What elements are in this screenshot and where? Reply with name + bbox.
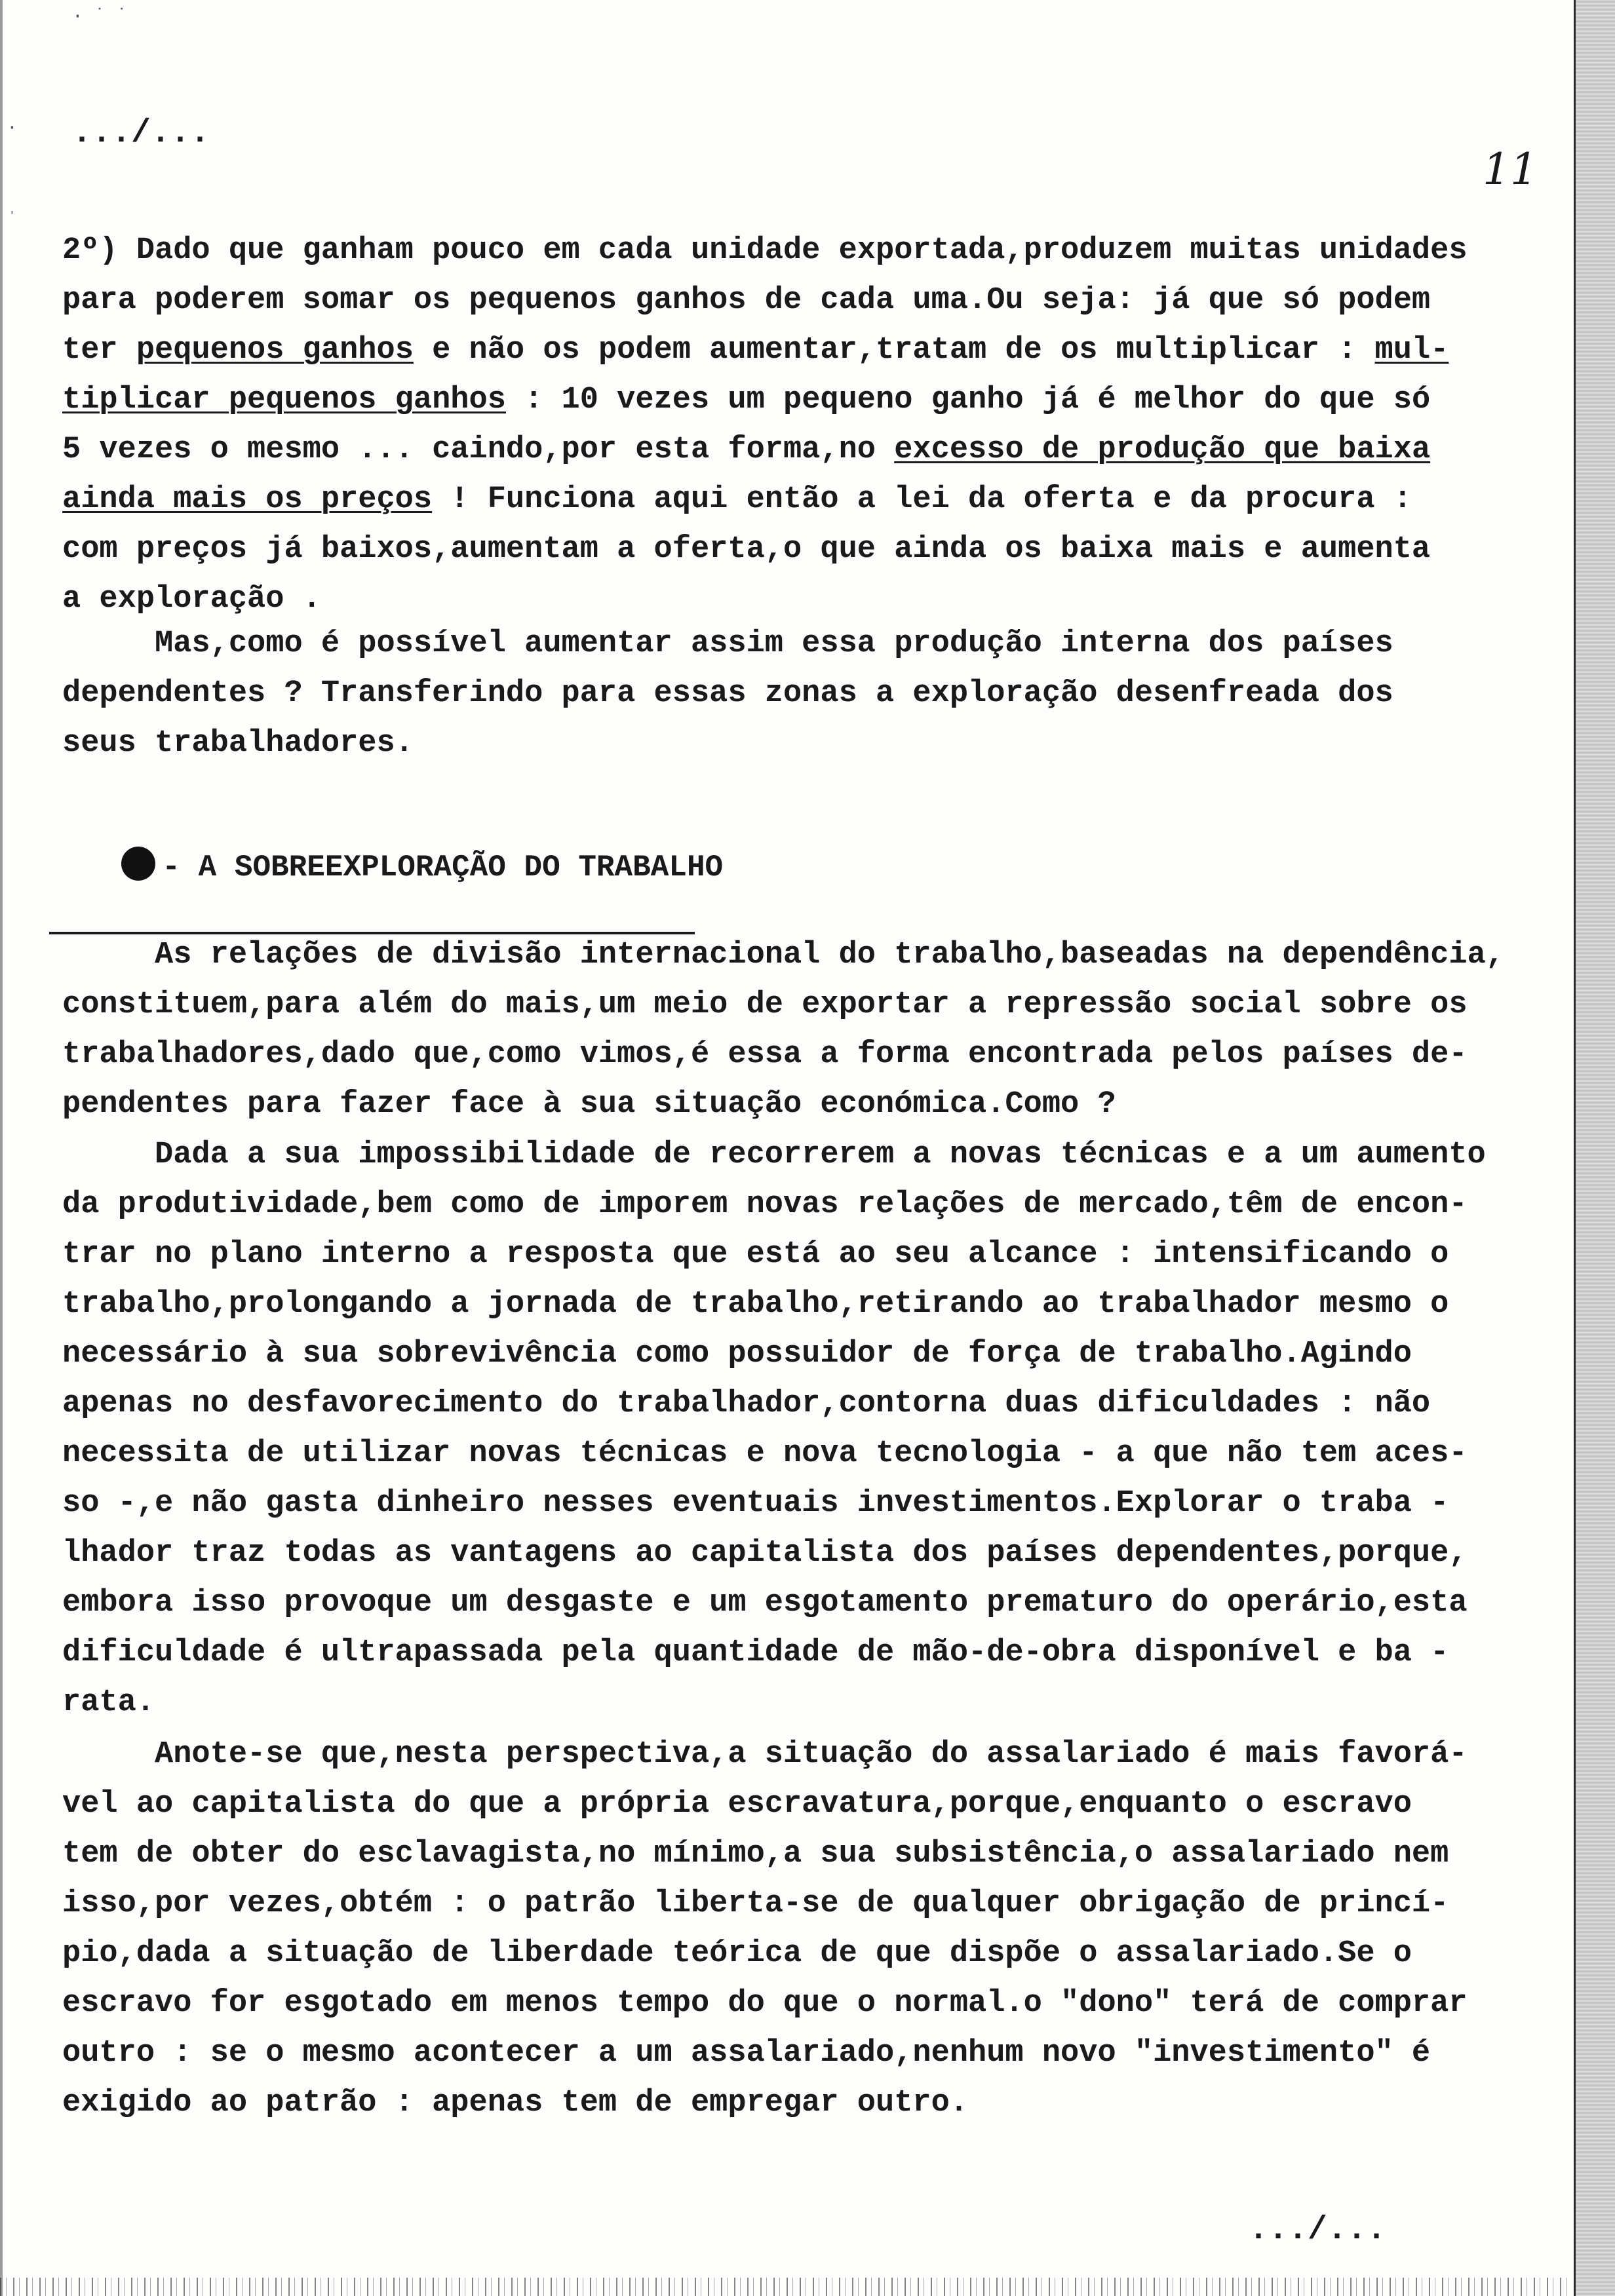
text-line: tiplicar pequenos ganhos : 10 vezes um pequeno ganho já é melhor do que só [62,383,1431,417]
section-bullet-icon [121,847,155,881]
section-title: - A SOBREEXPLORAÇÃO DO TRABALHO [162,851,724,885]
continuation-marker-bottom: .../... [1249,2211,1387,2249]
text-line: tem de obter do esclavagista,no mínimo,a sua subsistência,o assalariado nem [62,1837,1449,1871]
text-line: para poderem somar os pequenos ganhos de cada uma.Ou seja: já que só podem [62,283,1431,318]
text-line: trabalho,prolongando a jornada de trabalho,retirando ao trabalhador mesmo o [62,1287,1449,1322]
text-line: trabalhadores,dado que,como vimos,é essa a forma encontrada pelos países de- [62,1037,1468,1072]
text-line: vel ao capitalista do que a própria escravatura,porque,enquanto o escravo [62,1787,1412,1822]
paragraph-1 [62,226,1570,624]
text-line: lhador traz todas as vantagens ao capitalista dos países dependentes,porque, [62,1536,1468,1571]
text-line: ter pequenos ganhos e não os podem aumentar,tratam de os multiplicar : mul- [62,333,1449,368]
scan-right-edge [1574,0,1615,2296]
text-line: da produtividade,bem como de imporem novas relações de mercado,têm de encon- [62,1187,1468,1222]
text-line: trar no plano interno a resposta que está ao seu alcance : intensificando o [62,1237,1449,1272]
paragraph-4 [62,1130,1570,1728]
text-line: necessário à sua sobrevivência como possuidor de força de trabalho.Agindo [62,1337,1412,1371]
paragraph-2 [62,619,1570,769]
text-line: Anote-se que,nesta perspectiva,a situação do assalariado é mais favorá- [62,1737,1468,1772]
paragraph-3 [62,930,1570,1130]
text-line: a exploração . [62,582,321,617]
text-line: Mas,como é possível aumentar assim essa produção interna dos países [62,626,1393,661]
text-line: dependentes ? Transferindo para essas zonas a exploração desenfreada dos [62,676,1393,711]
continuation-marker-top: .../... [72,115,210,152]
text-line: rata. [62,1685,155,1720]
text-line: pendentes para fazer face à sua situação económica.Como ? [62,1087,1116,1122]
section-heading [49,813,724,934]
text-line: dificuldade é ultrapassada pela quantidade de mão-de-obra disponível e ba - [62,1636,1449,1670]
text-line: exigido ao patrão : apenas tem de empregar outro. [62,2086,969,2120]
text-line: pio,dada a situação de liberdade teórica de que dispõe o assalariado.Se o [62,1936,1412,1971]
text-line: Dada a sua impossibilidade de recorrerem a novas técnicas e a um aumento [62,1138,1486,1172]
text-line: com preços já baixos,aumentam a oferta,o que ainda os baixa mais e aumenta [62,532,1431,567]
scan-speck: · [7,118,18,138]
text-line: necessita de utilizar novas técnicas e nova tecnologia - a que não tem aces- [62,1436,1468,1471]
text-line: 5 vezes o mesmo ... caindo,por esta forma,no excesso de produção que baixa [62,432,1431,467]
underlined-phrase: excesso de produção que baixa [894,432,1431,467]
text-line: 2º) Dado que ganham pouco em cada unidade exportada,produzem muitas unidades [62,233,1468,268]
text-line: constituem,para além do mais,um meio de exportar a repressão social sobre os [62,987,1468,1022]
underlined-phrase: mul- [1374,333,1449,368]
paragraph-5 [62,1730,1570,2128]
scan-speck: ˈ [7,210,18,230]
scan-bottom-noise [0,2278,1573,2296]
page-number: 11 [1483,144,1538,195]
underlined-phrase: ainda mais os preços [62,482,433,517]
text-line: outro : se o mesmo acontecer a um assalariado,nenhum novo "investimento" é [62,2036,1431,2071]
text-line: isso,por vezes,obtém : o patrão liberta-se de qualquer obrigação de princí- [62,1886,1449,1921]
underlined-phrase: tiplicar pequenos ganhos [62,383,506,417]
text-line: apenas no desfavorecimento do trabalhador,contorna duas dificuldades : não [62,1387,1431,1421]
scan-speck: · ˙ ˙ [72,7,128,27]
text-line: seus trabalhadores. [62,726,414,761]
text-line: As relações de divisão internacional do trabalho,baseadas na dependência, [62,938,1504,972]
underlined-phrase: pequenos ganhos [136,333,414,368]
text-line: so -,e não gasta dinheiro nesses eventuais investimentos.Explorar o traba - [62,1486,1449,1521]
text-line: ainda mais os preços ! Funciona aqui então a lei da oferta e da procura : [62,482,1412,517]
text-line: embora isso provoque um desgaste e um esgotamento prematuro do operário,esta [62,1586,1468,1620]
scan-left-edge [0,0,3,2296]
text-line: escravo for esgotado em menos tempo do que o normal.o "dono" terá de comprar [62,1986,1468,2021]
